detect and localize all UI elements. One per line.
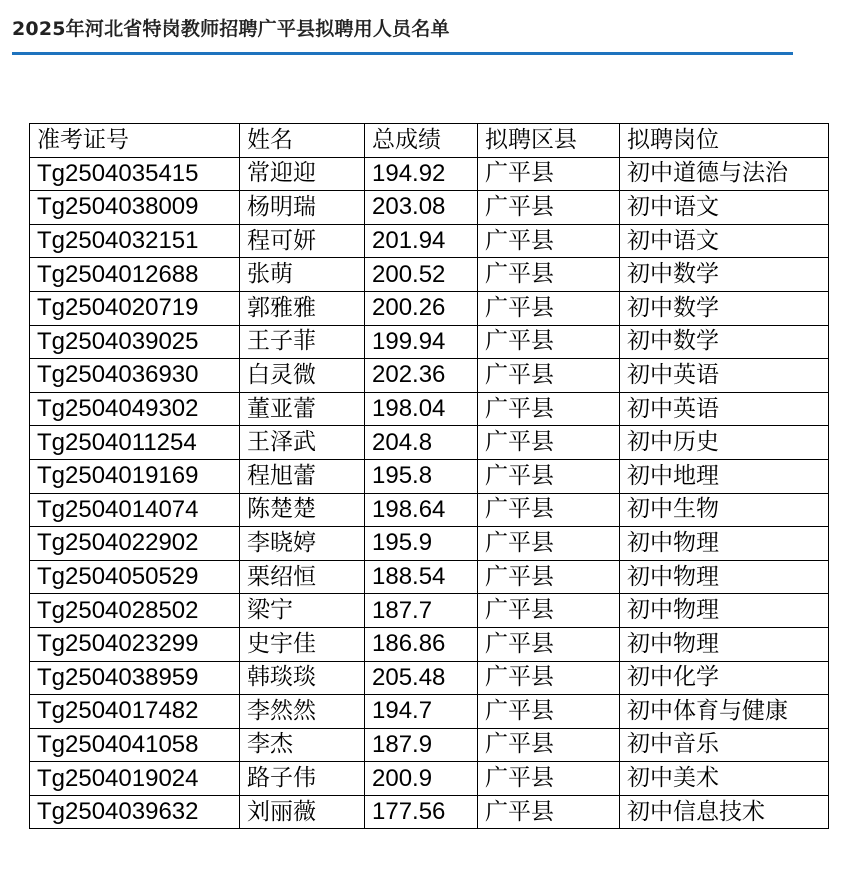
table-body [30, 157, 829, 829]
cell-total-score: 187.9 [365, 728, 478, 762]
cell-county: 广平县 [478, 359, 620, 393]
table-row [30, 795, 829, 829]
cell-name: 梁宁 [240, 594, 365, 628]
cell-exam-id: Tg2504032151 [30, 224, 240, 258]
table-row [30, 191, 829, 225]
table-row [30, 459, 829, 493]
table-row [30, 728, 829, 762]
table-row [30, 762, 829, 796]
cell-exam-id: Tg2504050529 [30, 560, 240, 594]
cell-total-score: 177.56 [365, 795, 478, 829]
cell-position: 初中道德与法治 [620, 157, 829, 191]
header-name: 姓名 [240, 124, 365, 158]
cell-name: 董亚蕾 [240, 392, 365, 426]
cell-county: 广平县 [478, 594, 620, 628]
cell-exam-id: Tg2504020719 [30, 291, 240, 325]
cell-exam-id: Tg2504028502 [30, 594, 240, 628]
header-exam-id: 准考证号 [30, 124, 240, 158]
table-row [30, 493, 829, 527]
cell-position: 初中数学 [620, 325, 829, 359]
table-row [30, 325, 829, 359]
cell-total-score: 200.52 [365, 258, 478, 292]
cell-position: 初中生物 [620, 493, 829, 527]
cell-exam-id: Tg2504022902 [30, 527, 240, 561]
cell-exam-id: Tg2504041058 [30, 728, 240, 762]
cell-county: 广平县 [478, 291, 620, 325]
cell-exam-id: Tg2504039025 [30, 325, 240, 359]
cell-position: 初中语文 [620, 224, 829, 258]
cell-exam-id: Tg2504012688 [30, 258, 240, 292]
cell-position: 初中英语 [620, 392, 829, 426]
cell-position: 初中历史 [620, 426, 829, 460]
cell-position: 初中化学 [620, 661, 829, 695]
cell-county: 广平县 [478, 459, 620, 493]
table-row [30, 527, 829, 561]
cell-name: 李杰 [240, 728, 365, 762]
cell-county: 广平县 [478, 661, 620, 695]
cell-position: 初中物理 [620, 594, 829, 628]
title-underline [12, 52, 793, 55]
table-row [30, 594, 829, 628]
cell-county: 广平县 [478, 157, 620, 191]
cell-county: 广平县 [478, 325, 620, 359]
cell-county: 广平县 [478, 191, 620, 225]
table-row [30, 627, 829, 661]
cell-position: 初中信息技术 [620, 795, 829, 829]
cell-name: 栗绍恒 [240, 560, 365, 594]
cell-name: 张萌 [240, 258, 365, 292]
cell-exam-id: Tg2504038959 [30, 661, 240, 695]
cell-name: 常迎迎 [240, 157, 365, 191]
cell-county: 广平县 [478, 627, 620, 661]
cell-total-score: 200.9 [365, 762, 478, 796]
cell-total-score: 187.7 [365, 594, 478, 628]
cell-exam-id: Tg2504049302 [30, 392, 240, 426]
table-row [30, 157, 829, 191]
cell-total-score: 194.7 [365, 695, 478, 729]
table-row [30, 224, 829, 258]
cell-total-score: 194.92 [365, 157, 478, 191]
cell-exam-id: Tg2504011254 [30, 426, 240, 460]
cell-exam-id: Tg2504014074 [30, 493, 240, 527]
cell-county: 广平县 [478, 426, 620, 460]
cell-position: 初中数学 [620, 291, 829, 325]
cell-total-score: 198.64 [365, 493, 478, 527]
page-title: 2025年河北省特岗教师招聘广平县拟聘用人员名单 [12, 18, 450, 40]
cell-name: 程可妍 [240, 224, 365, 258]
cell-position: 初中物理 [620, 527, 829, 561]
cell-name: 王子菲 [240, 325, 365, 359]
cell-name: 郭雅雅 [240, 291, 365, 325]
cell-total-score: 198.04 [365, 392, 478, 426]
table-row [30, 426, 829, 460]
header-total-score: 总成绩 [365, 124, 478, 158]
cell-name: 李晓婷 [240, 527, 365, 561]
table-row [30, 661, 829, 695]
table-row [30, 560, 829, 594]
cell-total-score: 195.8 [365, 459, 478, 493]
cell-exam-id: Tg2504035415 [30, 157, 240, 191]
cell-total-score: 186.86 [365, 627, 478, 661]
cell-exam-id: Tg2504019169 [30, 459, 240, 493]
cell-name: 白灵微 [240, 359, 365, 393]
cell-position: 初中音乐 [620, 728, 829, 762]
header-county: 拟聘区县 [478, 124, 620, 158]
cell-position: 初中物理 [620, 560, 829, 594]
cell-county: 广平县 [478, 392, 620, 426]
cell-exam-id: Tg2504036930 [30, 359, 240, 393]
cell-position: 初中物理 [620, 627, 829, 661]
cell-name: 程旭蕾 [240, 459, 365, 493]
cell-name: 刘丽薇 [240, 795, 365, 829]
cell-total-score: 201.94 [365, 224, 478, 258]
cell-name: 李然然 [240, 695, 365, 729]
table-row [30, 291, 829, 325]
cell-exam-id: Tg2504039632 [30, 795, 240, 829]
cell-exam-id: Tg2504038009 [30, 191, 240, 225]
cell-county: 广平县 [478, 493, 620, 527]
cell-total-score: 199.94 [365, 325, 478, 359]
table-row [30, 695, 829, 729]
cell-exam-id: Tg2504023299 [30, 627, 240, 661]
cell-county: 广平县 [478, 695, 620, 729]
cell-position: 初中数学 [620, 258, 829, 292]
cell-name: 路子伟 [240, 762, 365, 796]
cell-position: 初中地理 [620, 459, 829, 493]
cell-county: 广平县 [478, 527, 620, 561]
cell-exam-id: Tg2504017482 [30, 695, 240, 729]
header-position: 拟聘岗位 [620, 124, 829, 158]
cell-county: 广平县 [478, 560, 620, 594]
cell-name: 杨明瑞 [240, 191, 365, 225]
cell-county: 广平县 [478, 762, 620, 796]
cell-total-score: 202.36 [365, 359, 478, 393]
table-row [30, 392, 829, 426]
cell-county: 广平县 [478, 224, 620, 258]
cell-total-score: 203.08 [365, 191, 478, 225]
cell-exam-id: Tg2504019024 [30, 762, 240, 796]
cell-county: 广平县 [478, 795, 620, 829]
table-row [30, 258, 829, 292]
table-row [30, 359, 829, 393]
cell-position: 初中美术 [620, 762, 829, 796]
cell-total-score: 188.54 [365, 560, 478, 594]
cell-name: 韩琰琰 [240, 661, 365, 695]
cell-county: 广平县 [478, 728, 620, 762]
cell-total-score: 205.48 [365, 661, 478, 695]
cell-total-score: 200.26 [365, 291, 478, 325]
cell-position: 初中英语 [620, 359, 829, 393]
cell-name: 陈楚楚 [240, 493, 365, 527]
cell-total-score: 204.8 [365, 426, 478, 460]
cell-position: 初中语文 [620, 191, 829, 225]
cell-name: 史宇佳 [240, 627, 365, 661]
table-header-row [30, 124, 829, 158]
hiring-list-table [29, 123, 829, 829]
cell-county: 广平县 [478, 258, 620, 292]
cell-total-score: 195.9 [365, 527, 478, 561]
cell-position: 初中体育与健康 [620, 695, 829, 729]
cell-name: 王泽武 [240, 426, 365, 460]
